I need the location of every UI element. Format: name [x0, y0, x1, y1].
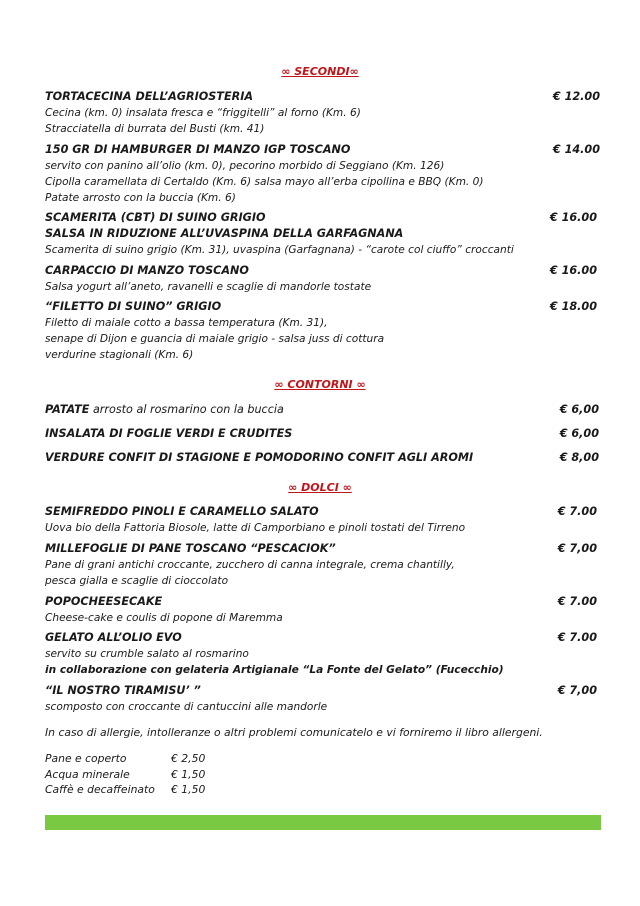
- footer-color-bar: [45, 815, 601, 830]
- item-description: servito su crumble salato al rosmarino: [45, 648, 249, 660]
- item-name: POPOCHEESECAKE: [45, 595, 163, 608]
- menu-item: [45, 594, 600, 626]
- extras-list: [45, 751, 245, 798]
- section-title-contorni: ∞ CONTORNI ∞: [274, 378, 366, 391]
- item-price: € 14.00: [552, 143, 600, 156]
- item-name: GELATO ALL’OLIO EVO: [45, 631, 182, 644]
- item-price: € 12.00: [552, 90, 600, 103]
- extras-label: Pane e coperto: [45, 752, 127, 765]
- item-name: CARPACCIO DI MANZO TOSCANO: [45, 264, 249, 277]
- side-item: [45, 426, 600, 442]
- item-price: € 7.00: [557, 505, 597, 518]
- menu-item: [45, 299, 600, 363]
- item-name: INSALATA DI FOGLIE VERDI E CRUDITES: [45, 427, 293, 440]
- item-price: € 7,00: [557, 542, 597, 555]
- item-price: € 8,00: [559, 451, 599, 464]
- allergy-note: In caso di allergie, intolleranze o altri problemi comunicatelo e vi forniremo il libro allergeni.: [45, 726, 543, 739]
- extras-row: [45, 751, 245, 767]
- item-name: 150 GR DI HAMBURGER DI MANZO IGP TOSCANO: [45, 143, 351, 156]
- extras-row: [45, 767, 245, 783]
- item-description: verdurine stagionali (Km. 6): [45, 349, 194, 361]
- section-title-secondi: ∞ SECONDI∞: [281, 65, 359, 78]
- item-price: € 6,00: [559, 403, 599, 416]
- item-name: SEMIFREDDO PINOLI E CARAMELLO SALATO: [45, 505, 319, 518]
- side-item: [45, 450, 600, 466]
- menu-item: [45, 89, 600, 137]
- item-description: Cecina (km. 0) insalata fresca e “friggitelli” al forno (Km. 6): [45, 107, 361, 119]
- item-description: Patate arrosto con la buccia (Km. 6): [45, 192, 236, 204]
- item-description: senape di Dijon e guancia di maiale grigio - salsa juss di cottura: [45, 333, 385, 345]
- item-price: € 18.00: [549, 300, 597, 313]
- extras-row: [45, 782, 245, 798]
- menu-item: [45, 504, 600, 536]
- item-description: Scamerita di suino grigio (Km. 31), uvaspina (Garfagnana) - “carote col ciuffo” croccanti: [45, 244, 514, 256]
- menu-item: [45, 142, 600, 206]
- extras-price: € 1,50: [171, 783, 206, 796]
- menu-item: [45, 683, 600, 715]
- item-description: Cheese-cake e coulis di popone di Maremma: [45, 612, 283, 624]
- item-price: € 16.00: [549, 211, 597, 224]
- side-item: [45, 402, 600, 418]
- item-name: MILLEFOGLIE DI PANE TOSCANO “PESCACIOK”: [45, 542, 336, 555]
- item-description: Filetto di maiale cotto a bassa temperatura (Km. 31),: [45, 317, 328, 329]
- item-description: Uova bio della Fattoria Biosole, latte di Camporbiano e pinoli tostati del Tirreno: [45, 522, 466, 534]
- menu-item: [45, 263, 600, 295]
- menu-item: [45, 630, 600, 678]
- item-name: “IL NOSTRO TIRAMISU’ ”: [45, 684, 201, 697]
- menu-item: [45, 541, 600, 589]
- section-title-dolci: ∞ DOLCI ∞: [288, 481, 352, 494]
- extras-price: € 2,50: [171, 752, 206, 765]
- item-description: Salsa yogurt all’aneto, ravanelli e scaglie di mandorle tostate: [45, 281, 372, 293]
- item-collaboration-note: in collaborazione con gelateria Artigianale “La Fonte del Gelato” (Fucecchio): [45, 664, 504, 676]
- item-price: € 7.00: [557, 631, 597, 644]
- item-name: “FILETTO DI SUINO” GRIGIO: [45, 300, 222, 313]
- item-price: € 16.00: [549, 264, 597, 277]
- item-description: servito con panino all’olio (km. 0), pecorino morbido di Seggiano (Km. 126): [45, 160, 445, 172]
- extras-price: € 1,50: [171, 767, 206, 781]
- item-price: € 6,00: [559, 427, 599, 440]
- item-description: scomposto con croccante di cantuccini alle mandorle: [45, 701, 328, 713]
- item-price: € 7.00: [557, 595, 597, 608]
- item-description: Cipolla caramellata di Certaldo (Km. 6) salsa mayo all’erba cipollina e BBQ (Km. 0): [45, 176, 484, 188]
- item-name-line2: SALSA IN RIDUZIONE ALL’UVASPINA DELLA GARFAGNANA: [45, 227, 404, 240]
- item-name: PATATE: [45, 403, 90, 416]
- item-price: € 7,00: [557, 684, 597, 697]
- item-description: Stracciatella di burrata del Busti (km. 41): [45, 123, 265, 135]
- item-description: Pane di grani antichi croccante, zucchero di canna integrale, crema chantilly,: [45, 559, 455, 571]
- item-name: TORTACECINA DELL’AGRIOSTERIA: [45, 90, 254, 103]
- menu-item: [45, 210, 600, 258]
- extras-label: Caffè e decaffeinato: [45, 783, 155, 796]
- extras-label: Acqua minerale: [45, 767, 130, 781]
- item-name: SCAMERITA (CBT) DI SUINO GRIGIO: [45, 211, 266, 224]
- item-name: VERDURE CONFIT DI STAGIONE E POMODORINO CONFIT AGLI AROMI: [45, 451, 474, 464]
- item-description: pesca gialla e scaglie di cioccolato: [45, 575, 229, 587]
- item-description: arrosto al rosmarino con la buccia: [89, 403, 284, 416]
